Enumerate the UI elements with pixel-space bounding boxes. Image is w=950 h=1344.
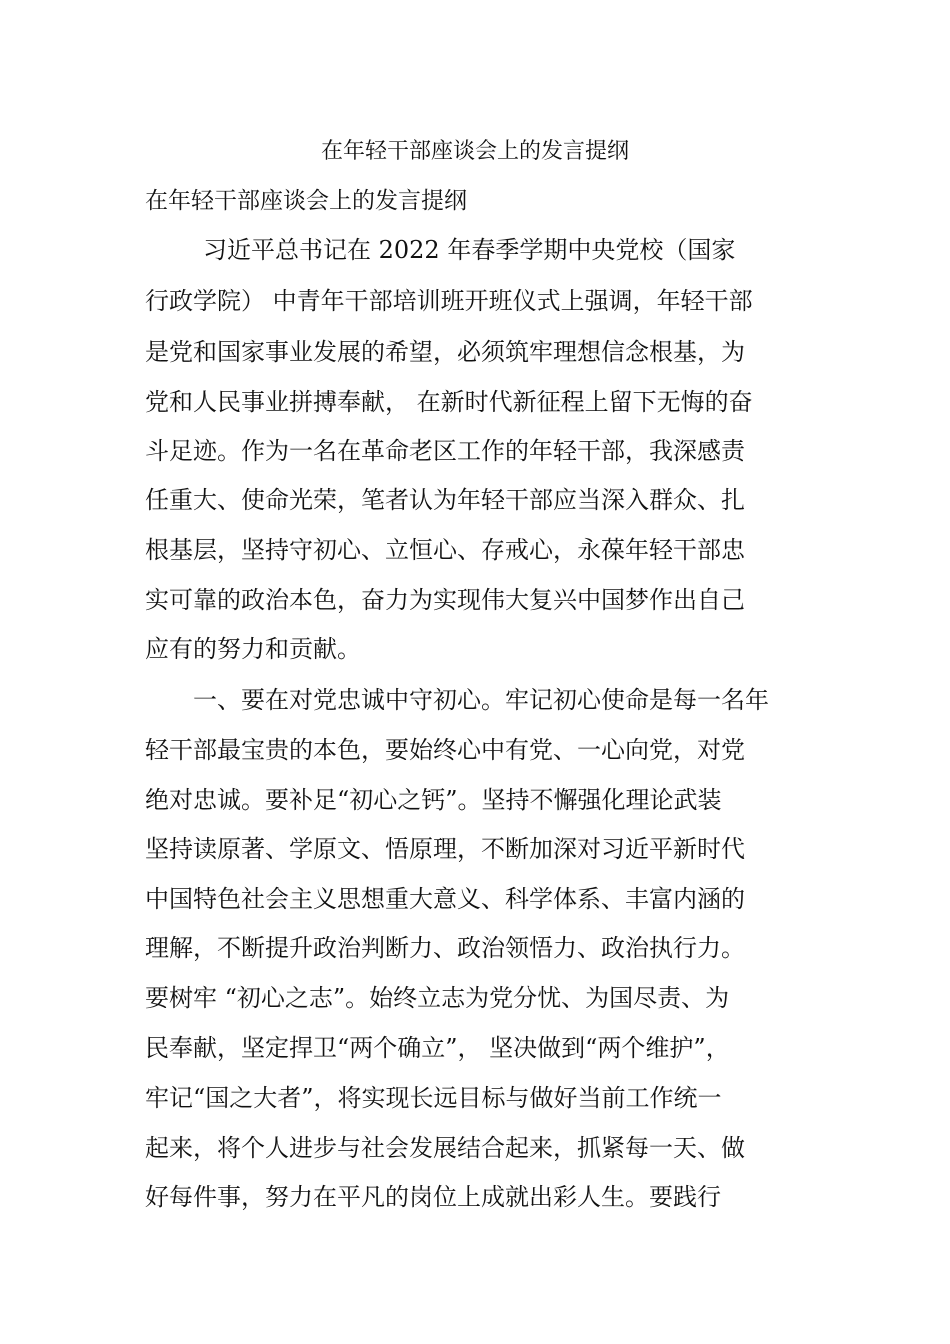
paragraph-line: 习近平总书记在 2022 年春季学期中央党校（国家 <box>203 236 736 264</box>
paragraph-line: 是党和国家事业发展的希望，必须筑牢理想信念根基，为 <box>145 338 745 366</box>
paragraph-line: 根基层，坚持守初心、立恒心、存戒心，永葆年轻干部忠 <box>145 536 745 564</box>
paragraph-line: 行政学院） 中青年干部培训班开班仪式上强调，年轻干部 <box>145 287 753 315</box>
paragraph-line: 要树牢 “初心之志”。始终立志为党分忧、为国尽责、为 <box>145 984 730 1012</box>
paragraph-line: 牢记“国之大者”，将实现长远目标与做好当前工作统一 <box>145 1084 722 1112</box>
paragraph-line: 中国特色社会主义思想重大意义、科学体系、丰富内涵的 <box>145 885 745 913</box>
paragraph-line: 好每件事，努力在平凡的岗位上成就出彩人生。要践行 <box>145 1183 721 1211</box>
paragraph-line: 实可靠的政治本色，奋力为实现伟大复兴中国梦作出自己 <box>145 586 745 614</box>
paragraph-line: 斗足迹。作为一名在革命老区工作的年轻干部，我深感责 <box>145 437 745 465</box>
document-title: 在年轻干部座谈会上的发言提纲 <box>320 139 629 164</box>
paragraph-line: 坚持读原著、学原文、悟原理，不断加深对习近平新时代 <box>145 835 745 863</box>
paragraph-line: 轻干部最宝贵的本色，要始终心中有党、一心向党，对党 <box>145 736 745 764</box>
document-subtitle: 在年轻干部座谈会上的发言提纲 <box>145 188 467 214</box>
paragraph-line: 绝对忠诚。要补足“初心之钙”。坚持不懈强化理论武装 <box>145 786 722 814</box>
paragraph-line: 应有的努力和贡献。 <box>145 635 361 663</box>
paragraph-line: 起来，将个人进步与社会发展结合起来，抓紧每一天、做 <box>145 1134 745 1162</box>
paragraph-line: 理解，不断提升政治判断力、政治领悟力、政治执行力。 <box>145 934 745 962</box>
paragraph-line: 任重大、使命光荣，笔者认为年轻干部应当深入群众、扎 <box>145 486 745 514</box>
paragraph-line: 民奉献，坚定捍卫“两个确立”， 坚决做到“两个维护”， <box>145 1034 730 1062</box>
paragraph-line: 党和人民事业拼搏奉献， 在新时代新征程上留下无悔的奋 <box>145 388 753 416</box>
paragraph-line: 一、要在对党忠诚中守初心。牢记初心使命是每一名年 <box>193 686 769 714</box>
